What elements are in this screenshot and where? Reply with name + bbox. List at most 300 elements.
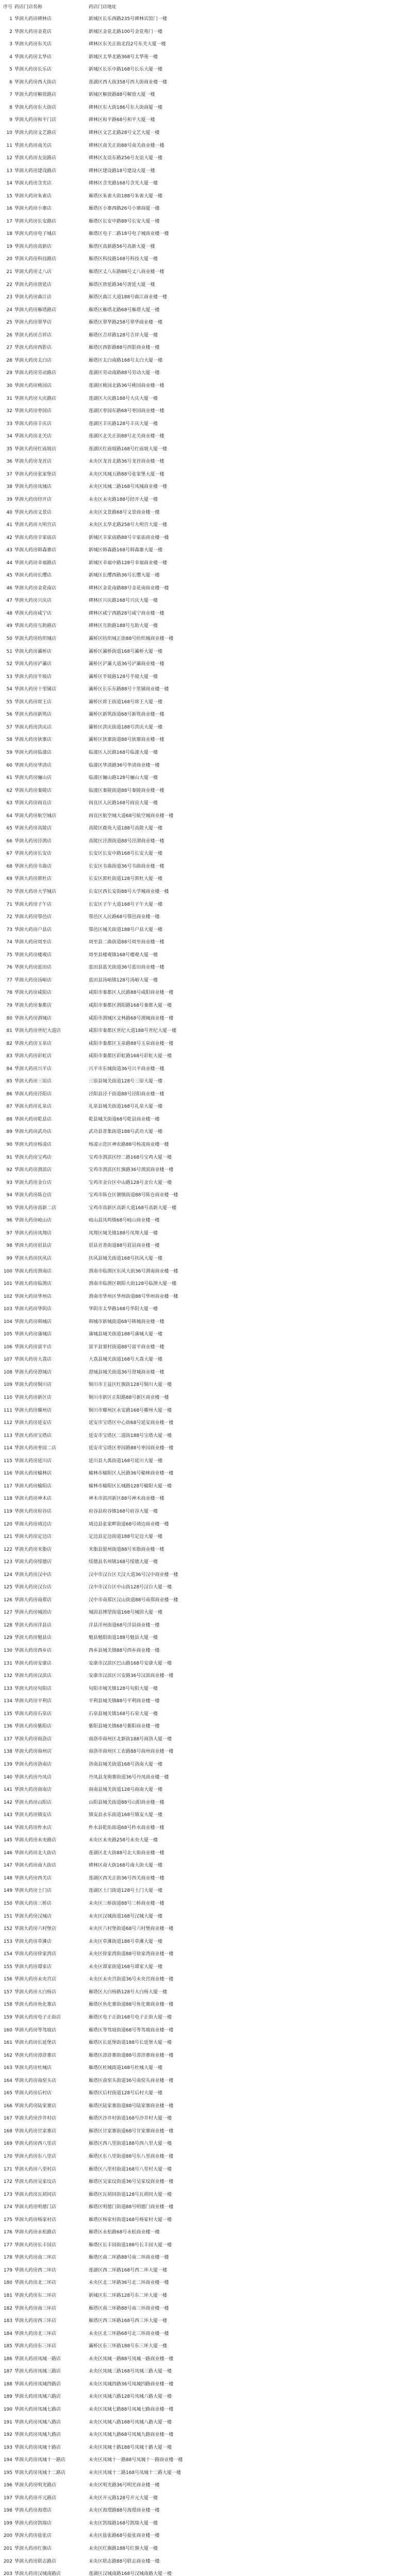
store-name: 华润大药房靖边店 bbox=[14, 1521, 52, 1527]
table-row bbox=[0, 52, 401, 63]
row-number: 158 bbox=[3, 2002, 12, 2008]
store-name: 华润大药房陈仓店 bbox=[14, 1193, 52, 1198]
row-number: 192 bbox=[3, 2432, 12, 2438]
store-address: 凤翔区城关镇188号凤翔大厦一楼 bbox=[89, 1230, 158, 1236]
store-address: 雁塔区曲江大道188号曲江商业楼一楼 bbox=[89, 295, 168, 300]
store-name: 华润大药房六村堡店 bbox=[14, 1926, 57, 1932]
table-row bbox=[0, 342, 401, 354]
table-row bbox=[0, 2227, 401, 2239]
store-name: 华润大药房电子正街店 bbox=[14, 2014, 61, 2020]
store-address: 宝鸡市渭滨区红旗路36号渭滨商业楼一楼 bbox=[89, 1167, 174, 1173]
store-address: 雁塔区太白南路168号太白大厦一楼 bbox=[89, 358, 163, 363]
row-number: 183 bbox=[3, 2318, 12, 2324]
store-address: 蓝田县蓝关街道36号蓝田商业楼一楼 bbox=[89, 965, 164, 971]
store-name: 华润大药房席王店 bbox=[14, 699, 52, 705]
store-name: 华润大药房大明宫店 bbox=[14, 522, 57, 528]
store-name: 华润大药房土门店 bbox=[14, 1888, 52, 1894]
store-name: 华润大药房纺织城店 bbox=[14, 636, 57, 641]
store-address: 雁塔区永松路68号永松商业楼一楼 bbox=[89, 2230, 160, 2235]
row-number: 35 bbox=[6, 446, 12, 452]
store-name: 华润大药房汉城南路店 bbox=[14, 2571, 61, 2576]
store-name: 华润大药房阎良店 bbox=[14, 801, 52, 806]
table-row bbox=[0, 1797, 401, 1809]
table-row bbox=[0, 1278, 401, 1290]
row-number: 157 bbox=[3, 1989, 12, 1995]
store-name: 华润大药房凤城四路店 bbox=[14, 2381, 61, 2387]
table-row bbox=[0, 2088, 401, 2099]
table-row bbox=[0, 2240, 401, 2251]
store-name: 华润大药房漳浒寨店 bbox=[14, 2053, 57, 2058]
store-name: 华润大药房浐灞店 bbox=[14, 662, 52, 667]
table-row bbox=[0, 2391, 401, 2403]
row-number: 138 bbox=[3, 1749, 12, 1755]
row-number: 120 bbox=[3, 1521, 12, 1527]
row-number: 113 bbox=[3, 1433, 12, 1438]
table-row bbox=[0, 127, 401, 139]
table-row bbox=[0, 481, 401, 493]
store-name: 华润大药房丈八店 bbox=[14, 269, 52, 275]
store-name: 华润大药房和平门店 bbox=[14, 117, 57, 123]
row-number: 170 bbox=[3, 2154, 12, 2159]
row-number: 70 bbox=[6, 889, 12, 894]
store-address: 岐山县凤鸣镇68号岐山商业楼一楼 bbox=[89, 1218, 160, 1224]
store-name: 华润大药房劳动路店 bbox=[14, 370, 57, 376]
table-row bbox=[0, 608, 401, 620]
store-address: 莲湖区丰庆路128号丰庆大厦一楼 bbox=[89, 421, 158, 427]
row-number: 196 bbox=[3, 2483, 12, 2488]
store-name: 华润大药房狄寨店 bbox=[14, 737, 52, 743]
table-row bbox=[0, 279, 401, 291]
store-name: 华润大药房杜城店 bbox=[14, 2065, 52, 2071]
table-row bbox=[0, 178, 401, 190]
store-name: 华润大药房太华店 bbox=[14, 54, 52, 60]
row-number: 78 bbox=[6, 990, 12, 996]
row-number: 98 bbox=[6, 1243, 12, 1249]
store-name: 华润大药房汤峪店 bbox=[14, 977, 52, 983]
row-number: 107 bbox=[3, 1357, 12, 1363]
store-name: 华润大药房榆阳店 bbox=[14, 1483, 52, 1489]
table-row bbox=[0, 2214, 401, 2226]
table-row bbox=[0, 1772, 401, 1784]
row-number: 172 bbox=[3, 2179, 12, 2185]
row-number: 83 bbox=[6, 1054, 12, 1059]
store-name: 华润大药房枣园二店 bbox=[14, 1446, 57, 1451]
store-address: 莲湖区劳动南路88号劳动大厦一楼 bbox=[89, 370, 160, 376]
store-address: 未央区凤城八路168号凤城八路大厦一楼 bbox=[89, 2419, 172, 2425]
table-row bbox=[0, 418, 401, 430]
table-row bbox=[0, 1455, 401, 1467]
table-row bbox=[0, 2379, 401, 2391]
store-name: 华润大药房洋县店 bbox=[14, 1622, 52, 1628]
store-address: 石泉县城关镇168号石泉大厦一楼 bbox=[89, 1711, 158, 1717]
store-address: 碑林区友谊东路256号友谊大厦一楼 bbox=[89, 156, 163, 161]
table-row bbox=[0, 1544, 401, 1556]
store-name: 华润大药房杨凌店 bbox=[14, 1142, 52, 1147]
table-row bbox=[0, 2543, 401, 2555]
store-name: 华润大药房鄠邑店 bbox=[14, 914, 52, 920]
table-row bbox=[0, 1114, 401, 1126]
store-name: 华润大药房西三环店 bbox=[14, 2318, 57, 2324]
row-number: 47 bbox=[6, 598, 12, 604]
store-name: 华润大药房幸福路店 bbox=[14, 560, 57, 566]
store-name: 华润大药房南关店 bbox=[14, 143, 52, 148]
row-number: 173 bbox=[3, 2192, 12, 2197]
row-number: 122 bbox=[3, 1547, 12, 1552]
row-number: 82 bbox=[6, 1041, 12, 1046]
store-name: 华润大药房东大街店 bbox=[14, 105, 57, 110]
row-number: 119 bbox=[3, 1509, 12, 1514]
store-name: 华润大药房北关店 bbox=[14, 434, 52, 439]
row-number: 90 bbox=[6, 1142, 12, 1147]
row-number: 3 bbox=[9, 42, 12, 47]
store-address: 雁塔区唐延路36号唐延大厦一楼 bbox=[89, 282, 155, 287]
table-row bbox=[0, 2151, 401, 2163]
table-row bbox=[0, 241, 401, 253]
row-number: 202 bbox=[3, 2558, 12, 2564]
table-row bbox=[0, 519, 401, 531]
table-row bbox=[0, 2189, 401, 2201]
table-row bbox=[0, 1809, 401, 1821]
row-number: 180 bbox=[3, 2280, 12, 2286]
store-address: 雁塔区等驾坡街道68号等驾坡商业楼一楼 bbox=[89, 2027, 174, 2033]
store-address: 碑林区东大街186号东大街商厦一楼 bbox=[89, 105, 163, 110]
row-number: 178 bbox=[3, 2255, 12, 2261]
table-row bbox=[0, 1645, 401, 1657]
table-row bbox=[0, 292, 401, 303]
table-row bbox=[0, 39, 401, 50]
table-row bbox=[0, 2480, 401, 2492]
store-name: 华润大药房海璟店 bbox=[14, 2508, 52, 2514]
store-address: 雁塔区漳浒寨街道88号漳浒寨商业楼一楼 bbox=[89, 2053, 174, 2058]
table-row bbox=[0, 570, 401, 582]
store-address: 新城区韩森路168号韩森寨大厦一楼 bbox=[89, 548, 163, 553]
store-address: 铜川市耀州区永安路168号耀州大厦一楼 bbox=[89, 1408, 172, 1413]
table-row bbox=[0, 886, 401, 898]
store-address: 雁塔区高新路56号高新大厦一楼 bbox=[89, 244, 155, 249]
row-number: 86 bbox=[6, 1091, 12, 1097]
store-address: 未央区太华北路258号大明宫大厦一楼 bbox=[89, 522, 168, 528]
store-name: 华润大药房高新店 bbox=[14, 244, 52, 249]
row-number: 4 bbox=[9, 54, 12, 60]
store-address: 未央区六村堡街道68号六村堡商业楼一楼 bbox=[89, 1926, 174, 1932]
table-row bbox=[0, 1164, 401, 1176]
store-address: 新城区长乐中路168号长乐大厦一楼 bbox=[89, 67, 163, 73]
store-address: 新城区解放路88号解放大厦一楼 bbox=[89, 92, 155, 98]
row-number: 203 bbox=[3, 2571, 12, 2576]
row-number: 155 bbox=[3, 1964, 12, 1970]
row-number: 126 bbox=[3, 1597, 12, 1603]
store-name: 华润大药房西二环店 bbox=[14, 2267, 57, 2273]
row-number: 85 bbox=[6, 1079, 12, 1084]
store-address: 雁塔区八里村街道168号八里村大厦一楼 bbox=[89, 2166, 172, 2172]
store-name: 华润大药房灞桥店 bbox=[14, 649, 52, 654]
row-number: 159 bbox=[3, 2014, 12, 2020]
row-number: 20 bbox=[6, 257, 12, 262]
store-address: 绥德县名州镇168号绥德大厦一楼 bbox=[89, 1560, 158, 1565]
store-name: 华润大药房富平店 bbox=[14, 1344, 52, 1350]
store-name: 华润大药房未央路店 bbox=[14, 1838, 57, 1843]
store-address: 雁塔区大白杨路128号大白杨大厦一楼 bbox=[89, 1989, 168, 1995]
table-row bbox=[0, 2454, 401, 2466]
table-row bbox=[0, 216, 401, 228]
store-address: 雁塔区长延堡街道188号长延堡大厦一楼 bbox=[89, 2040, 172, 2045]
row-number: 29 bbox=[6, 370, 12, 376]
store-name: 华润大药房北三环店 bbox=[14, 2331, 57, 2336]
table-row bbox=[0, 2265, 401, 2277]
store-address: 华阴市太华路168号华阴大厦一楼 bbox=[89, 1307, 158, 1312]
store-address: 山阳县城关街道88号山阳商业楼一楼 bbox=[89, 1800, 164, 1805]
store-name: 华润大药房鱼化寨店 bbox=[14, 2002, 57, 2008]
store-name: 华润大药房西关店 bbox=[14, 1875, 52, 1881]
store-address: 雁塔区南二环路88号南二环商业楼一楼 bbox=[89, 2255, 169, 2261]
table-row bbox=[0, 1050, 401, 1062]
store-address: 雁塔区沙井村街道168号沙井村大厦一楼 bbox=[89, 2116, 172, 2122]
row-number: 140 bbox=[3, 1774, 12, 1780]
row-number: 117 bbox=[3, 1483, 12, 1489]
store-name: 华润大药房三桥店 bbox=[14, 1901, 52, 1906]
row-number: 128 bbox=[3, 1622, 12, 1628]
table-row bbox=[0, 431, 401, 443]
store-address: 汉中市南郑区汉山街道88号南郑商业楼一楼 bbox=[89, 1597, 178, 1603]
store-address: 城固县博望街道168号城固大厦一楼 bbox=[89, 1610, 163, 1616]
table-row bbox=[0, 1873, 401, 1885]
store-name: 华润大药房太白店 bbox=[14, 358, 52, 363]
store-name: 华润大药房东三环店 bbox=[14, 2344, 57, 2349]
row-number: 141 bbox=[3, 1787, 12, 1792]
table-row bbox=[0, 1784, 401, 1796]
store-name: 华润大药房建设路店 bbox=[14, 168, 57, 174]
store-name: 华润大药房凤城九路店 bbox=[14, 2432, 61, 2438]
store-address: 高陵区泾渭街道88号泾渭商业楼一楼 bbox=[89, 838, 164, 844]
store-name: 华润大药房经开店 bbox=[14, 497, 52, 502]
row-number: 16 bbox=[6, 206, 12, 212]
table-row bbox=[0, 266, 401, 278]
row-number: 7 bbox=[9, 92, 12, 98]
table-row bbox=[0, 545, 401, 556]
store-address: 武功县普集街道188号武功大厦一楼 bbox=[89, 1129, 163, 1135]
table-row bbox=[0, 2025, 401, 2037]
store-name: 华润大药房瓦胡同店 bbox=[14, 2192, 57, 2197]
row-number: 59 bbox=[6, 750, 12, 755]
row-number: 10 bbox=[6, 130, 12, 135]
store-address: 咸阳市秦都区渭阳路168号秦都大厦一楼 bbox=[89, 1003, 172, 1008]
store-address: 平利县城关镇88号平利商业楼一楼 bbox=[89, 1699, 160, 1704]
row-number: 49 bbox=[6, 623, 12, 629]
table-row bbox=[0, 203, 401, 215]
header-number: 序号 bbox=[3, 5, 13, 10]
row-number: 145 bbox=[3, 1838, 12, 1843]
store-address: 未央区红旗路188号红旗大厦一楼 bbox=[89, 2546, 158, 2551]
store-name: 华润大药房西影店 bbox=[14, 345, 52, 351]
store-name: 华润大药房米脂店 bbox=[14, 1547, 52, 1552]
store-address: 雁塔区东八里街道88号东八里商业楼一楼 bbox=[89, 2154, 174, 2159]
row-number: 94 bbox=[6, 1193, 12, 1198]
store-address: 灞桥区席王街道168号席王大厦一楼 bbox=[89, 699, 163, 705]
store-name: 华润大药房秦都店 bbox=[14, 1003, 52, 1008]
table-row bbox=[0, 2062, 401, 2074]
table-row bbox=[0, 2429, 401, 2441]
store-name: 华润大药房凤城七路店 bbox=[14, 2406, 61, 2412]
row-number: 133 bbox=[3, 1686, 12, 1691]
store-address: 莲湖区汉城南路168号汉城南路大厦一楼 bbox=[89, 2571, 172, 2576]
store-address: 雁塔区西八里街道188号西八里大厦一楼 bbox=[89, 2141, 172, 2147]
store-name: 华润大药房吉祥店 bbox=[14, 332, 52, 338]
row-number: 144 bbox=[3, 1825, 12, 1831]
store-address: 延安市宝塔区枣园路88号枣园商业楼一楼 bbox=[89, 1446, 174, 1451]
header-store-address: 药店门店地址 bbox=[89, 5, 117, 10]
store-name: 华润大药房后村店 bbox=[14, 2091, 52, 2096]
table-row bbox=[0, 810, 401, 822]
store-address: 咸阳市秦都区人民路88号咸阳商业楼一楼 bbox=[89, 990, 174, 996]
row-number: 33 bbox=[6, 421, 12, 427]
table-row bbox=[0, 1025, 401, 1037]
table-row bbox=[0, 1430, 401, 1442]
table-row bbox=[0, 367, 401, 379]
table-row bbox=[0, 507, 401, 519]
store-name: 华润大药房凤城十一路店 bbox=[14, 2458, 66, 2463]
store-name: 华润大药房咸宁店 bbox=[14, 611, 52, 616]
row-number: 161 bbox=[3, 2040, 12, 2045]
table-row bbox=[0, 13, 401, 25]
table-row bbox=[0, 697, 401, 708]
table-row bbox=[0, 1948, 401, 1960]
row-number: 193 bbox=[3, 2445, 12, 2450]
store-address: 雁塔区电子正街168号电子正街大厦一楼 bbox=[89, 2014, 172, 2020]
table-row bbox=[0, 1367, 401, 1379]
table-row bbox=[0, 1696, 401, 1707]
store-name: 华润大药房三原店 bbox=[14, 1079, 52, 1084]
table-row bbox=[0, 1506, 401, 1518]
store-address: 碑林区含光路168号含光大厦一楼 bbox=[89, 181, 158, 187]
row-number: 87 bbox=[6, 1104, 12, 1110]
store-address: 三原县城关街道128号三原大厦一楼 bbox=[89, 1079, 163, 1084]
store-name: 华润大药房户县店 bbox=[14, 927, 52, 933]
store-address: 咸阳市渭城区文林路68号渭城商业楼一楼 bbox=[89, 1015, 174, 1021]
store-name: 华润大药房北二环店 bbox=[14, 2280, 57, 2286]
row-number: 150 bbox=[3, 1901, 12, 1906]
store-name: 华润大药房南二环店 bbox=[14, 2255, 57, 2261]
table-row bbox=[0, 2252, 401, 2264]
table-row bbox=[0, 1595, 401, 1606]
row-number: 1 bbox=[9, 16, 12, 22]
store-name: 华润大药房玉泉店 bbox=[14, 1041, 52, 1046]
row-number: 79 bbox=[6, 1003, 12, 1008]
store-address: 雁塔区吉祥路128号吉祥大厦一楼 bbox=[89, 332, 158, 338]
store-name: 华润大药房石泉店 bbox=[14, 1711, 52, 1717]
row-number: 43 bbox=[6, 548, 12, 553]
store-address: 长安区西长安街88号大学城商业楼一楼 bbox=[89, 889, 169, 894]
store-address: 雁塔区陆家寨街道88号陆家寨商业楼一楼 bbox=[89, 2103, 174, 2109]
table-row bbox=[0, 1405, 401, 1417]
store-name: 华润大药房华州店 bbox=[14, 1294, 52, 1299]
store-address: 雁塔区杜城街道168号杜城大厦一楼 bbox=[89, 2065, 163, 2071]
store-name: 华润大药房沙井村店 bbox=[14, 2116, 57, 2122]
table-row bbox=[0, 760, 401, 772]
row-number: 75 bbox=[6, 952, 12, 958]
table-row bbox=[0, 620, 401, 632]
store-name: 华润大药房汉台店 bbox=[14, 1585, 52, 1590]
row-number: 185 bbox=[3, 2344, 12, 2349]
store-name: 华润大药房盐张店 bbox=[14, 2533, 52, 2539]
store-name: 华润大药房汉城店 bbox=[14, 1913, 52, 1919]
row-number: 48 bbox=[6, 611, 12, 616]
store-name: 华润大药房金台店 bbox=[14, 1180, 52, 1185]
store-name: 华润大药房明德门店 bbox=[14, 2205, 57, 2210]
store-name: 华润大药房蒲城店 bbox=[14, 1332, 52, 1337]
store-name: 华润大药房安康店 bbox=[14, 1660, 52, 1666]
store-address: 延安市宝塔区中心街68号延安商业楼一楼 bbox=[89, 1420, 174, 1426]
table-row bbox=[0, 64, 401, 76]
store-name: 华润大药房解放路店 bbox=[14, 92, 57, 98]
store-name: 华润大药房凯瑞店 bbox=[14, 2520, 52, 2526]
store-address: 杨凌示范区神农路88号杨凌商业楼一楼 bbox=[89, 1142, 169, 1147]
row-number: 28 bbox=[6, 358, 12, 363]
table-row bbox=[0, 1759, 401, 1771]
table-row bbox=[0, 1974, 401, 1986]
store-address: 阎良区航空城大道68号航空城商业楼一楼 bbox=[89, 813, 174, 819]
store-name: 华润大药房榆林店 bbox=[14, 1471, 52, 1477]
store-address: 临潼区人民路168号临潼大厦一楼 bbox=[89, 750, 158, 755]
table-row bbox=[0, 304, 401, 316]
table-row bbox=[0, 1860, 401, 1872]
row-number: 105 bbox=[3, 1332, 12, 1337]
row-number: 164 bbox=[3, 2078, 12, 2083]
store-name: 华润大药房开元路店 bbox=[14, 2495, 57, 2501]
store-address: 未央区凤城六路128号凤城六路大厦一楼 bbox=[89, 2394, 172, 2400]
table-row bbox=[0, 1898, 401, 1910]
row-number: 189 bbox=[3, 2394, 12, 2400]
store-address: 安康市汉滨区兴安路36号汉滨商业楼一楼 bbox=[89, 1673, 174, 1679]
row-number: 147 bbox=[3, 1863, 12, 1869]
store-address: 未央区未央路188号经开大厦一楼 bbox=[89, 497, 158, 502]
row-number: 37 bbox=[6, 471, 12, 477]
store-address: 雁塔区西三环路168号西三环大厦一楼 bbox=[89, 2318, 168, 2324]
table-row bbox=[0, 557, 401, 569]
store-name: 华润大药房红庙坡店 bbox=[14, 446, 57, 452]
store-address: 碑林区东关正街北段2号东关大厦一楼 bbox=[89, 42, 166, 47]
store-address: 新城区长乐西路235号碑林宾馆门一楼 bbox=[89, 16, 168, 22]
row-number: 143 bbox=[3, 1812, 12, 1818]
store-address: 商洛市商州区工农路88号商州商业楼一楼 bbox=[89, 1749, 174, 1755]
row-number: 199 bbox=[3, 2520, 12, 2526]
row-number: 30 bbox=[6, 383, 12, 388]
store-name: 华润大药房华阴店 bbox=[14, 1307, 52, 1312]
store-name: 华润大药房洪庆店 bbox=[14, 724, 52, 730]
row-number: 149 bbox=[3, 1888, 12, 1894]
table-row bbox=[0, 405, 401, 417]
store-address: 鄠邑区人民路68号鄠邑商业楼一楼 bbox=[89, 914, 160, 920]
store-name: 华润大药房凤翔店 bbox=[14, 1230, 52, 1236]
row-number: 136 bbox=[3, 1724, 12, 1730]
store-name: 华润大药房岐山店 bbox=[14, 1218, 52, 1224]
row-number: 88 bbox=[6, 1116, 12, 1122]
table-row bbox=[0, 2417, 401, 2429]
store-address: 莲湖区北大街88号北大街商业楼一楼 bbox=[89, 1850, 164, 1856]
row-number: 61 bbox=[6, 775, 12, 781]
row-number: 17 bbox=[6, 218, 12, 224]
store-address: 雁塔区西影路88号西影商业楼一楼 bbox=[89, 345, 160, 351]
row-number: 108 bbox=[3, 1369, 12, 1375]
row-number: 73 bbox=[6, 927, 12, 933]
store-address: 新城区金花北路100号金花苑门一楼 bbox=[89, 29, 163, 35]
store-address: 临潼区华清路36号华清商业楼一楼 bbox=[89, 762, 160, 768]
store-address: 定边县定边街道188号定边大厦一楼 bbox=[89, 1534, 163, 1539]
row-number: 18 bbox=[6, 231, 12, 237]
row-number: 15 bbox=[6, 193, 12, 199]
store-name: 华润大药房丰庆店 bbox=[14, 421, 52, 427]
store-name: 华润大药房商洛店 bbox=[14, 1736, 52, 1742]
store-name: 华润大药房金花店 bbox=[14, 29, 52, 35]
